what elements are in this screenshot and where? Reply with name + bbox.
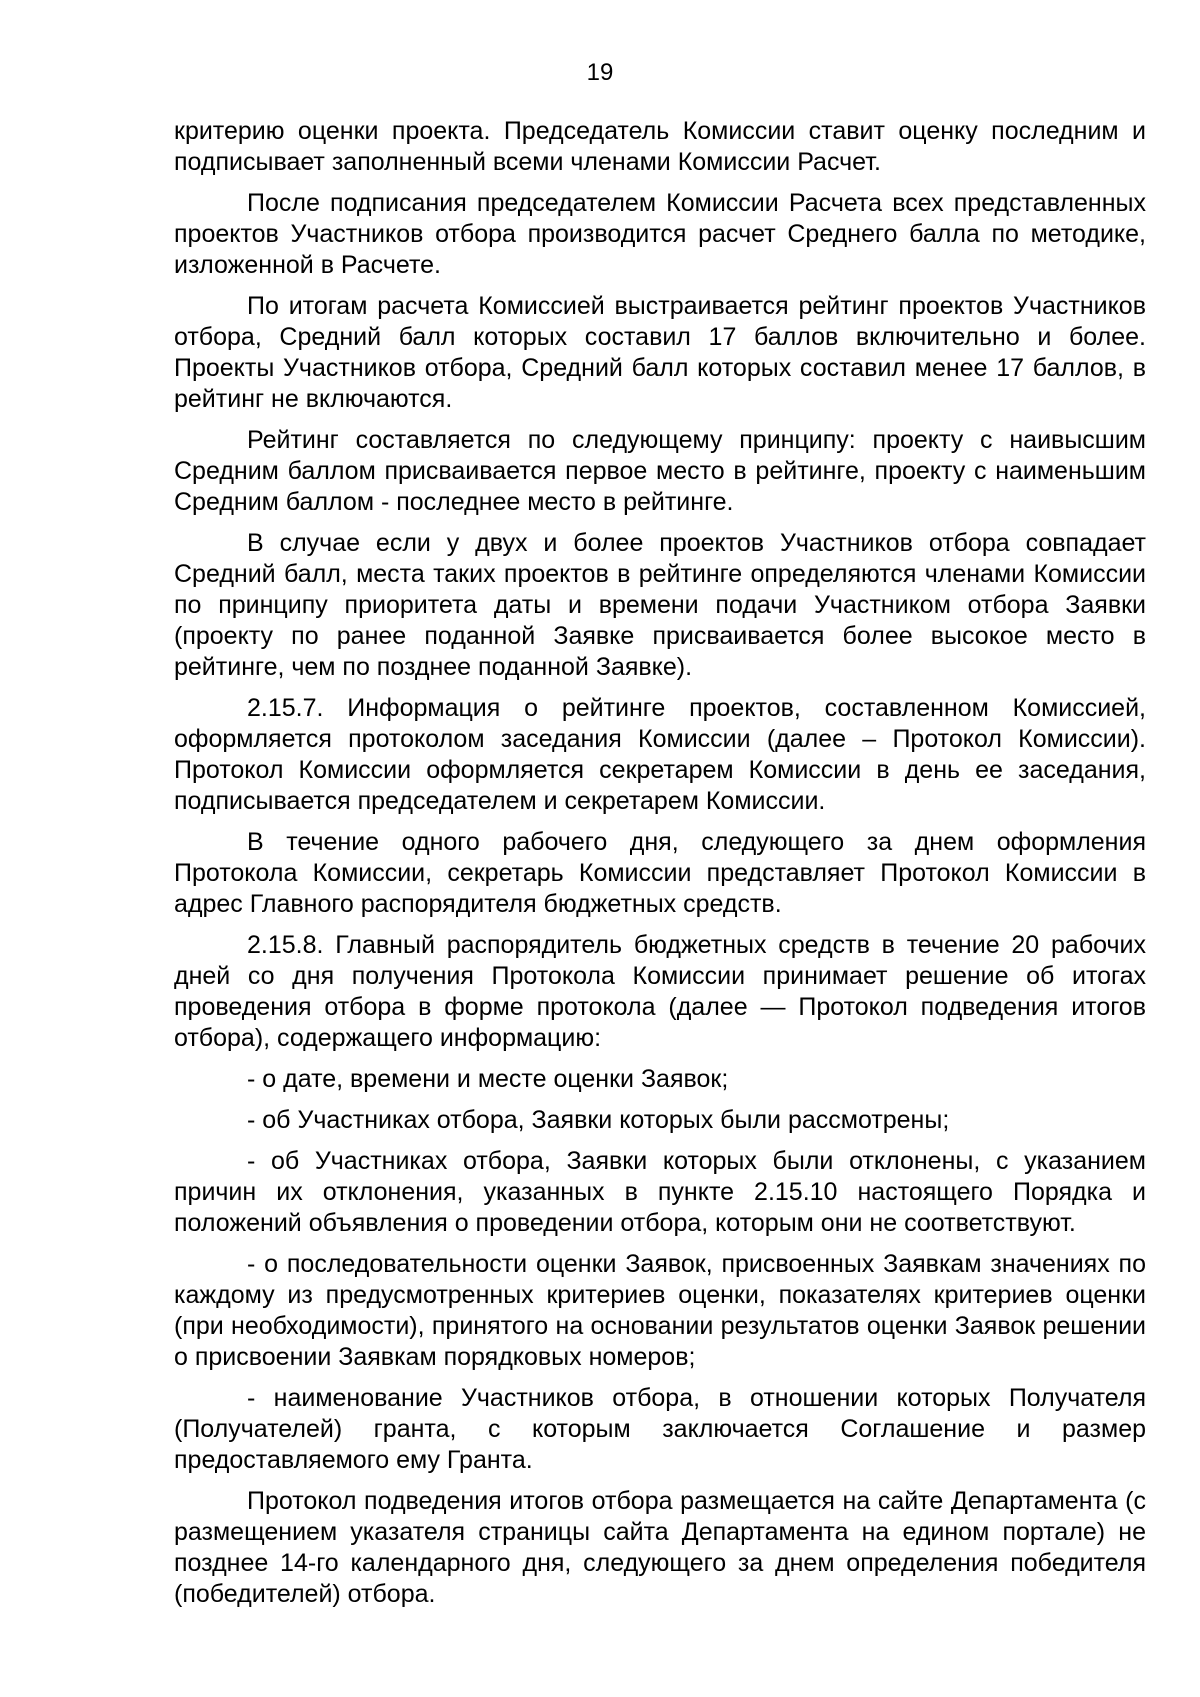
list-item: - наименование Участников отбора, в отношении которых Получателя (Получателей) гранта, с которым заключается Соглашение и размер предоставляемого ему Гранта. [174,1384,1146,1474]
paragraph: В течение одного рабочего дня, следующего за днем оформления Протокола Комиссии, секретарь Комиссии представляет Протокол Комиссии в адрес Главного распорядителя бюджетных средств. [174,828,1146,918]
paragraph: После подписания председателем Комиссии Расчета всех представленных проектов Участников отбора производится расчет Среднего балла по методике, изложенной в Расчете. [174,189,1146,279]
paragraph: По итогам расчета Комиссией выстраивается рейтинг проектов Участников отбора, Средний балл которых составил 17 баллов включительно и более. Проекты Участников отбора, Средний балл которых составил менее 17 баллов, в рейтинг не включаются. [174,292,1146,413]
paragraph: Протокол подведения итогов отбора размещается на сайте Департамента (с размещением указателя страницы сайта Департамента на едином портале) не позднее 14-го календарного дня, следующего за днем определения победителя (победителей) отбора. [174,1487,1146,1608]
document-body [174,116,1146,1620]
paragraph: В случае если у двух и более проектов Участников отбора совпадает Средний балл, места таких проектов в рейтинге определяются членами Комиссии по принципу приоритета даты и времени подачи Участником отбора Заявки (проекту по ранее поданной Заявке присваивается более высокое место в рейтинге, чем по позднее поданной Заявке). [174,529,1146,681]
list-item: - об Участниках отбора, Заявки которых были рассмотрены; [247,1106,950,1134]
paragraph: 2.15.8. Главный распорядитель бюджетных средств в течение 20 рабочих дней со дня получения Протокола Комиссии принимает решение об итогах проведения отбора в форме протокола (далее — Протокол подведения итогов отбора), содержащего информацию: [174,931,1146,1052]
paragraph: 2.15.7. Информация о рейтинге проектов, составленном Комиссией, оформляется протоколом заседания Комиссии (далее – Протокол Комиссии). Протокол Комиссии оформляется секретарем Комиссии в день ее заседания, подписывается председателем и секретарем Комиссии. [174,694,1146,815]
list-item: - о последовательности оценки Заявок, присвоенных Заявкам значениях по каждому из предусмотренных критериев оценки, показателях критериев оценки (при необходимости), принятого на основании результатов оценки Заявок решении о присвоении Заявкам порядковых номеров; [174,1250,1146,1371]
page-number: 19 [586,59,614,86]
list-item: - о дате, времени и месте оценки Заявок; [247,1065,729,1093]
list-item: - об Участниках отбора, Заявки которых были отклонены, с указанием причин их отклонения, указанных в пункте 2.15.10 настоящего Порядка и положений объявления о проведении отбора, которым они не соответствуют. [174,1147,1146,1237]
paragraph: критерию оценки проекта. Председатель Комиссии ставит оценку последним и подписывает заполненный всеми членами Комиссии Расчет. [174,117,1146,176]
paragraph: Рейтинг составляется по следующему принципу: проекту с наивысшим Средним баллом присваивается первое место в рейтинге, проекту с наименьшим Средним баллом - последнее место в рейтинге. [174,426,1146,516]
